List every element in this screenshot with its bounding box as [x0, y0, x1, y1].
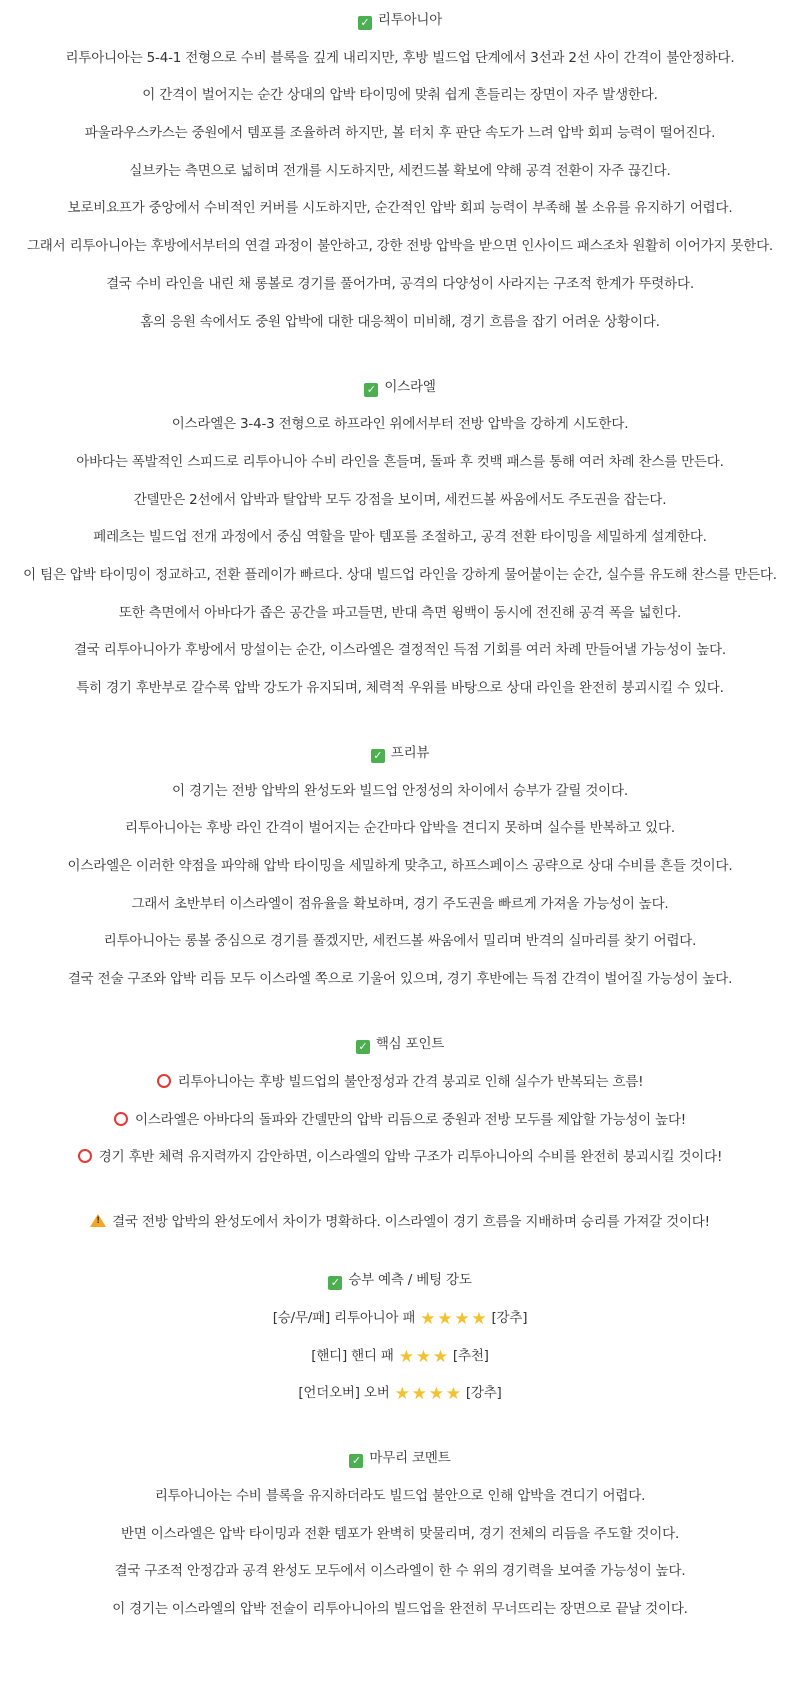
paragraph-line: 홈의 응원 속에서도 중원 압박에 대한 대응책이 미비해, 경기 흐름을 잡기 어려운 상황이다. [140, 313, 660, 330]
circle-icon [114, 1112, 128, 1126]
prediction-strength: [강추] [491, 1309, 528, 1326]
check-icon: ✓ [371, 749, 385, 763]
paragraph-line: 실브카는 측면으로 넓히며 전개를 시도하지만, 세컨드볼 확보에 약해 공격 전환이 자주 끊긴다. [129, 162, 671, 179]
paragraph-line: 또한 측면에서 아바다가 좁은 공간을 파고들면, 반대 측면 윙백이 동시에 전진해 공격 폭을 넓힌다. [118, 604, 682, 621]
paragraph-line: 이스라엘은 3-4-3 전형으로 하프라인 위에서부터 전방 압박을 강하게 시도한다. [171, 416, 629, 433]
circle-icon [157, 1074, 171, 1088]
prediction-row [0, 1383, 800, 1403]
check-icon: ✓ [349, 1454, 363, 1468]
section-lithuania [0, 10, 800, 332]
key-point-item: 리투아니아는 후방 빌드업의 불안정성과 간격 붕괴로 인해 실수가 반복되는 흐름! [0, 1072, 800, 1092]
star-icon: ★ [415, 1346, 431, 1367]
prediction-row [0, 1346, 800, 1366]
paragraph-line: 결국 수비 라인을 내린 채 롱볼로 경기를 풀어가며, 공격의 다양성이 사라지는 구조적 한계가 뚜렷하다. [106, 275, 694, 292]
section-preview [0, 743, 800, 989]
star-icon: ★ [428, 1384, 444, 1405]
prediction-row [0, 1308, 800, 1328]
paragraph-line: 페레츠는 빌드업 전개 과정에서 중심 역할을 맡아 템포를 조절하고, 공격 전환 타이밍을 세밀하게 설계한다. [93, 529, 707, 546]
paragraph-line: 이 간격이 벌어지는 순간 상대의 압박 타이밍에 맞춰 쉽게 흔들리는 장면이 자주 발생한다. [142, 87, 658, 104]
check-icon: ✓ [328, 1276, 342, 1290]
paragraph-line: 이 경기는 이스라엘의 압박 전술이 리투아니아의 빌드업을 완전히 무너뜨리는 장면으로 끝날 것이다. [112, 1601, 688, 1617]
star-rating [399, 1348, 450, 1368]
paragraph-line: 결국 전술 구조와 압박 리듬 모두 이스라엘 쪽으로 기울어 있으며, 경기 후반에는 득점 간격이 벌어질 가능성이 높다. [67, 971, 733, 988]
section-warning [0, 1212, 800, 1232]
prediction-strength: [강추] [465, 1385, 502, 1402]
check-icon: ✓ [364, 383, 378, 397]
paragraph-line: 이 팀은 압박 타이밍이 정교하고, 전환 플레이가 빠르다. 상대 빌드업 라인을 강하게 물어붙이는 순간, 실수를 유도해 찬스를 만든다. [23, 566, 777, 583]
paragraph-line: 아바다는 폭발적인 스피드로 리투아니아 수비 라인을 흔들며, 돌파 후 컷백 패스를 통해 여러 차례 찬스를 만든다. [76, 453, 724, 470]
paragraph-line: 그래서 초반부터 이스라엘이 점유율을 확보하며, 경기 주도권을 빠르게 가져올 가능성이 높다. [131, 895, 669, 912]
paragraph-line: 리투아니아는 롱볼 중심으로 경기를 풀겠지만, 세컨드볼 싸움에서 밀리며 반격의 실마리를 찾기 어렵다. [103, 933, 697, 950]
paragraph-line: 리투아니아는 수비 블록을 유지하더라도 빌드업 불안으로 인해 압박을 견디기 어렵다. [154, 1487, 646, 1504]
star-icon: ★ [411, 1384, 427, 1405]
paragraph-line: 그래서 리투아니아는 후방에서부터의 연결 과정이 불안하고, 강한 전방 압박을 받으면 인사이드 패스조차 원활히 이어가지 못한다. [26, 238, 774, 255]
key-point-item: 이스라엘은 아바다의 돌파와 간델만의 압박 리듬으로 중원과 전방 모두를 제압할 가능성이 높다! [0, 1110, 800, 1130]
section-heading: ✓ 핵심 포인트 [0, 1034, 800, 1054]
paragraph-line: 결국 구조적 안정감과 공격 완성도 모두에서 이스라엘이 한 수 위의 경기력을 보여줄 가능성이 높다. [114, 1563, 686, 1580]
section-prediction [0, 1270, 800, 1403]
check-icon: ✓ [358, 16, 372, 30]
warning-icon [90, 1214, 106, 1227]
key-point-item: 경기 후반 체력 유지력까지 감안하면, 이스라엘의 압박 구조가 리투아니아의 수비를 완전히 붕괴시킬 것이다! [0, 1147, 800, 1167]
warning-line: !결국 전방 압박의 완성도에서 차이가 명확하다. 이스라엘이 경기 흐름을 지배하며 승리를 가져갈 것이다! [0, 1212, 800, 1232]
section-key-points [0, 1034, 800, 1167]
star-icon: ★ [398, 1346, 414, 1367]
star-icon: ★ [437, 1308, 453, 1329]
star-icon: ★ [454, 1308, 470, 1329]
star-icon: ★ [471, 1308, 487, 1329]
section-heading: ✓ 이스라엘 [0, 377, 800, 397]
paragraph-line: 결국 리투아니아가 후방에서 망설이는 순간, 이스라엘은 결정적인 득점 기회를 여러 차례 만들어낼 가능성이 높다. [73, 642, 727, 659]
star-rating [395, 1385, 463, 1405]
prediction-label: [핸디] 핸디 패 [311, 1347, 394, 1364]
prediction-strength: [추천] [452, 1347, 489, 1364]
star-icon: ★ [420, 1308, 436, 1329]
section-heading: ✓ 마무리 코멘트 [0, 1448, 800, 1468]
star-icon: ★ [394, 1384, 410, 1405]
star-icon: ★ [445, 1384, 461, 1405]
section-closing [0, 1448, 800, 1619]
check-icon: ✓ [356, 1040, 370, 1054]
paragraph-line: 보로비요프가 중앙에서 수비적인 커버를 시도하지만, 순간적인 압박 회피 능력이 부족해 볼 소유를 유지하기 어렵다. [67, 200, 733, 217]
prediction-label: [승/무/패] 리투아니아 패 [272, 1309, 416, 1326]
paragraph-line: 특히 경기 후반부로 갈수록 압박 강도가 유지되며, 체력적 우위를 바탕으로 상대 라인을 완전히 붕괴시킬 수 있다. [76, 680, 724, 696]
prediction-label: [언더오버] 오버 [298, 1385, 390, 1402]
paragraph-line: 이 경기는 전방 압박의 완성도와 빌드업 안정성의 차이에서 승부가 갈릴 것이다. [172, 782, 628, 799]
paragraph-line: 반면 이스라엘은 압박 타이밍과 전환 템포가 완벽히 맞물리며, 경기 전체의 리듬을 주도할 것이다. [120, 1525, 680, 1542]
paragraph-line: 리투아니아는 5-4-1 전형으로 수비 블록을 깊게 내리지만, 후방 빌드업 단계에서 3선과 2선 사이 간격이 불안정하다. [65, 49, 735, 66]
paragraph-line: 파울라우스카스는 중원에서 템포를 조율하려 하지만, 볼 터치 후 판단 속도가 느려 압박 회피 능력이 떨어진다. [84, 125, 716, 142]
section-heading: ✓ 리투아니아 [0, 10, 800, 30]
circle-icon [78, 1149, 92, 1163]
paragraph-line: 간델만은 2선에서 압박과 탈압박 모두 강점을 보이며, 세컨드볼 싸움에서도 주도권을 잡는다. [133, 491, 667, 508]
paragraph-line: 이스라엘은 이러한 약점을 파악해 압박 타이밍을 세밀하게 맞추고, 하프스페이스 공략으로 상대 수비를 흔들 것이다. [67, 858, 733, 875]
section-heading: ✓ 프리뷰 [0, 743, 800, 763]
star-icon: ★ [432, 1346, 448, 1367]
section-israel [0, 377, 800, 699]
section-heading: ✓ 승부 예측 / 베팅 강도 [0, 1270, 800, 1290]
paragraph-line: 리투아니아는 후방 라인 간격이 벌어지는 순간마다 압박을 견디지 못하며 실수를 반복하고 있다. [125, 820, 675, 837]
star-rating [420, 1310, 488, 1330]
